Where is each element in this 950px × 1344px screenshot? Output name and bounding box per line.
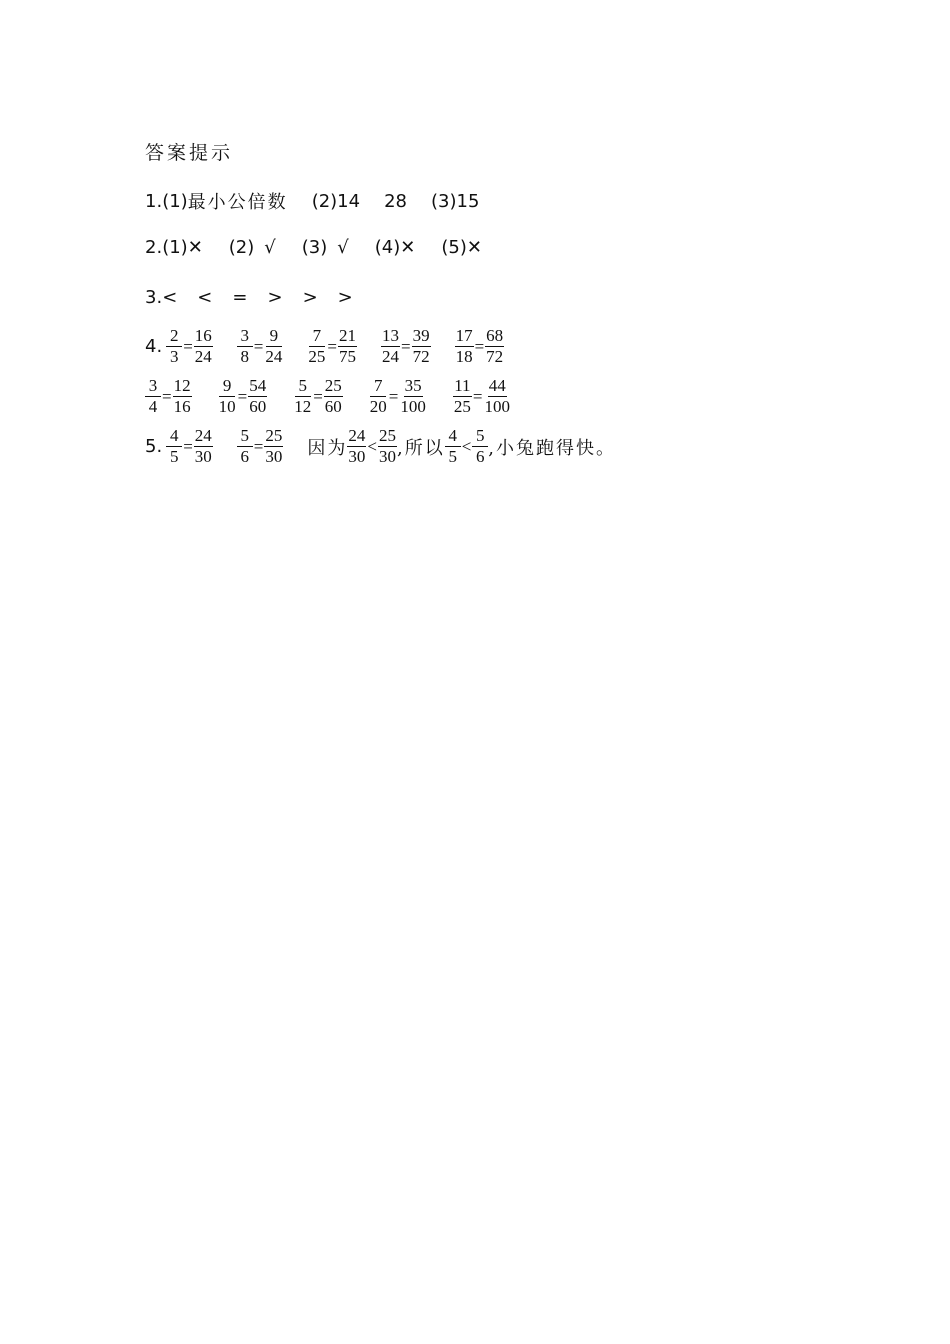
fraction: $\frac{24}{30}$ (348, 426, 366, 466)
equals-sign: = (253, 336, 264, 356)
fraction: $\frac{2}{3}$ (166, 326, 182, 367)
equals-sign: = (388, 386, 399, 406)
q3-symbol-3: = (232, 287, 248, 308)
q3-symbol-5: > (302, 287, 318, 308)
question-4-answer-row-1 (145, 326, 504, 367)
fraction: $\frac{17}{18}$ (455, 326, 473, 366)
q2-item-3-label: (3) (301, 237, 328, 258)
q1-part2-value: 28 (384, 190, 407, 212)
fraction: $\frac{3}{8}$ (237, 326, 253, 367)
q2-item-1-label: (1) (162, 237, 188, 258)
q5-conclusion-text: ,小兔跑得快。 (488, 437, 617, 459)
fraction: $\frac{44}{100}$ (484, 376, 510, 416)
q3-symbol-6: > (337, 287, 353, 308)
less-than-sign: < (461, 436, 472, 456)
question-1-answer (145, 188, 479, 214)
equals-sign: = (472, 386, 483, 406)
fraction: $\frac{9}{10}$ (218, 376, 236, 416)
question-5-answer (145, 426, 616, 467)
q5-so-text: ,所以 (396, 437, 445, 459)
q2-item-2-mark: √ (264, 237, 276, 258)
fraction: $\frac{16}{24}$ (194, 326, 212, 366)
equals-sign: = (237, 386, 248, 406)
fraction: $\frac{12}{16}$ (173, 376, 191, 416)
q3-symbol-2: < (197, 287, 213, 308)
q4-number: 4. (145, 336, 163, 357)
equals-sign: = (327, 336, 337, 356)
fraction: $\frac{3}{4}$ (145, 376, 161, 417)
fraction: $\frac{21}{75}$ (338, 326, 356, 366)
q1-part1-label: (1) (162, 190, 188, 212)
q2-item-4-mark: ✕ (400, 237, 416, 258)
q5-number: 5. (145, 436, 163, 457)
q1-part1-text: 最小公倍数 (187, 192, 288, 213)
fraction: $\frac{9}{24}$ (265, 326, 283, 366)
fraction: $\frac{54}{60}$ (249, 376, 267, 416)
q2-item-2-label: (2) (228, 237, 255, 258)
equals-sign: = (474, 336, 485, 356)
fraction: $\frac{68}{72}$ (486, 326, 504, 366)
equals-sign: = (253, 436, 264, 456)
fraction: $\frac{7}{25}$ (308, 326, 326, 366)
q1-part2: (2)14 (311, 190, 361, 212)
q3-number: 3. (145, 287, 163, 308)
q2-item-3-mark: √ (337, 237, 349, 258)
question-4-answer-row-2 (145, 376, 511, 417)
equals-sign: = (313, 386, 323, 406)
q2-item-5-label: (5) (441, 237, 467, 258)
q1-part3: (3)15 (431, 190, 480, 212)
fraction: $\frac{13}{24}$ (381, 326, 399, 366)
fraction: $\frac{5}{6}$ (237, 426, 253, 467)
fraction: $\frac{39}{72}$ (412, 326, 430, 366)
q2-item-5-mark: ✕ (466, 237, 482, 258)
q1-number: 1. (145, 190, 163, 212)
q2-item-4-label: (4) (374, 237, 401, 258)
fraction: $\frac{7}{20}$ (369, 376, 387, 416)
equals-sign: = (162, 386, 172, 406)
q2-number: 2. (145, 237, 163, 258)
equals-sign: = (183, 436, 193, 456)
answer-title: 答案提示 (145, 142, 234, 164)
q3-symbol-4: > (267, 287, 283, 308)
question-2-answer (145, 237, 482, 258)
fraction: $\frac{5}{6}$ (472, 426, 488, 467)
fraction: $\frac{5}{12}$ (294, 376, 312, 416)
less-than-sign: < (367, 436, 377, 456)
q5-because-text: 因为 (307, 437, 348, 459)
equals-sign: = (183, 336, 193, 356)
question-3-answer (145, 287, 353, 308)
fraction: $\frac{35}{100}$ (400, 376, 426, 416)
q3-symbol-1: < (162, 287, 178, 308)
fraction: $\frac{4}{5}$ (445, 426, 461, 467)
fraction: $\frac{25}{60}$ (324, 376, 342, 416)
fraction: $\frac{25}{30}$ (265, 426, 283, 466)
fraction: $\frac{25}{30}$ (378, 426, 396, 466)
q2-item-1-mark: ✕ (187, 237, 203, 258)
fraction: $\frac{4}{5}$ (166, 426, 182, 467)
fraction: $\frac{24}{30}$ (194, 426, 212, 466)
fraction: $\frac{11}{25}$ (453, 376, 471, 416)
equals-sign: = (400, 336, 411, 356)
